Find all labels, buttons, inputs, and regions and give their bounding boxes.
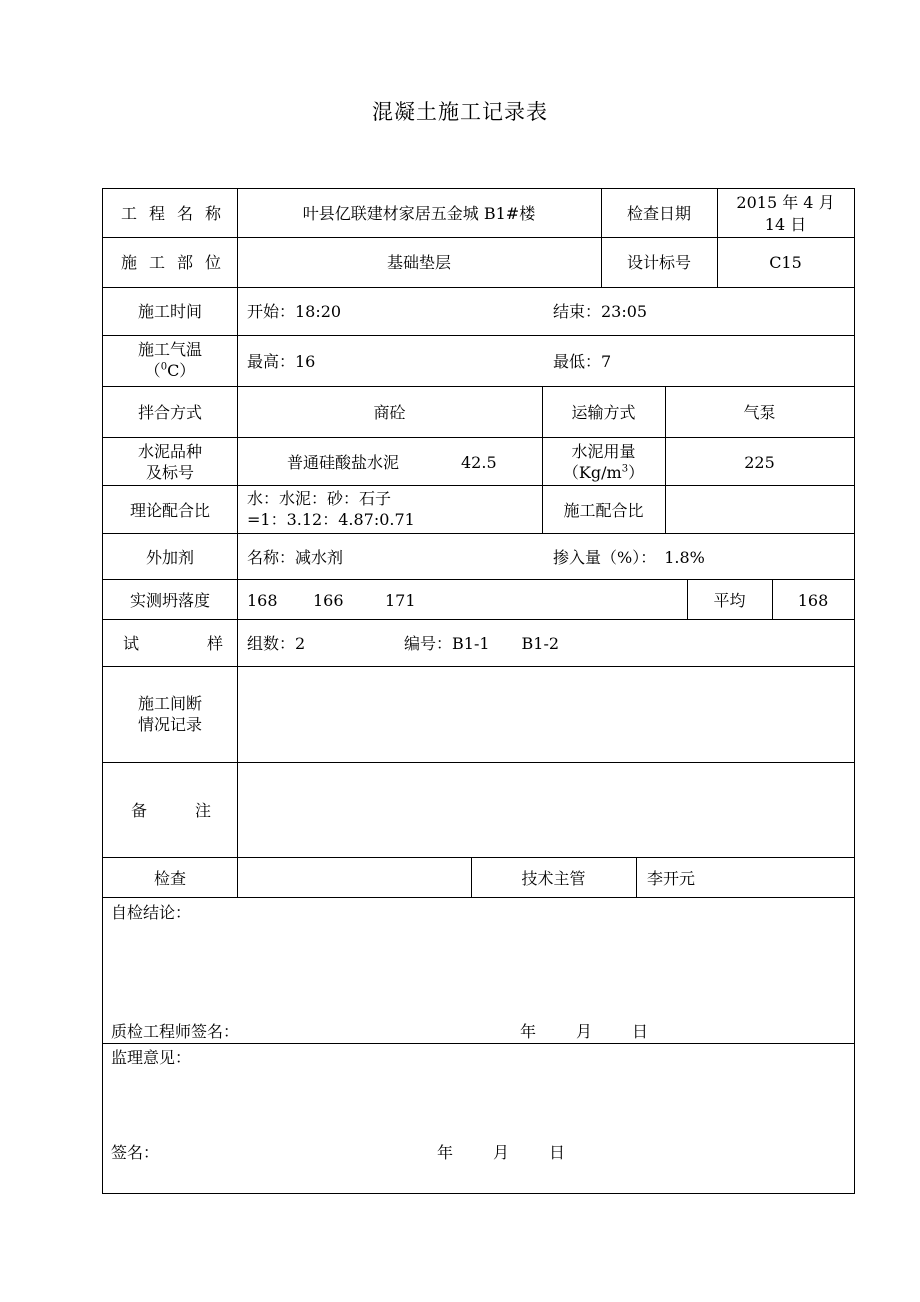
project-name-label: 工 程 名 称 (121, 204, 221, 223)
supervision-month: 月 (493, 1143, 510, 1162)
theory-ratio-label: 理论配合比 (129, 501, 210, 520)
temperature-high: 最高：16 (247, 352, 316, 371)
check-date-label: 检查日期 (626, 204, 691, 223)
theory-ratio-value-line1: 水：水泥：砂：石子 (247, 489, 392, 508)
check-date-value-line1: 2015 年 4 月 (736, 193, 835, 212)
interruption-label-line2: 情况记录 (137, 715, 202, 734)
remarks-label: 备 注 (131, 801, 211, 820)
supervision-label: 监理意见： (111, 1048, 192, 1067)
row-divider (103, 579, 854, 580)
col-divider (237, 189, 238, 897)
qc-signature-label: 质检工程师签名： (111, 1022, 240, 1041)
construction-part-value: 基础垫层 (386, 253, 451, 272)
cement-amount-label-line2: $(Kg/m^3)$ (562, 463, 645, 482)
row-divider (103, 386, 854, 387)
tech-supervisor-name: 李开元 (647, 869, 696, 888)
cement-amount-label-line1: 水泥用量 (571, 442, 636, 461)
design-grade-label: 设计标号 (626, 253, 691, 272)
slump-average-label: 平均 (713, 591, 746, 610)
mixing-method-label: 拌合方式 (137, 403, 202, 422)
construction-ratio-label: 施工配合比 (563, 501, 644, 520)
record-table (102, 188, 855, 1194)
temperature-low: 最低：7 (553, 352, 612, 371)
row-divider (103, 287, 854, 288)
check-date-value-line2: 14 日 (764, 215, 807, 234)
row-divider (103, 437, 854, 438)
qc-month: 月 (576, 1022, 593, 1041)
supervision-signature-label: 签名： (111, 1143, 160, 1162)
page-title: 混凝土施工记录表 (372, 100, 548, 124)
end-time: 结束：23:05 (553, 302, 648, 321)
construction-time-label: 施工时间 (137, 302, 202, 321)
qc-year: 年 (520, 1022, 537, 1041)
transport-method-label: 运输方式 (571, 403, 636, 422)
sample-label: 试 样 (123, 634, 223, 653)
cement-amount-value: 225 (744, 453, 775, 472)
construction-part-label: 施 工 部 位 (121, 253, 221, 272)
tech-supervisor-label: 技术主管 (521, 869, 586, 888)
slump-average-value: 168 (797, 591, 829, 610)
slump-value-3: 171 (385, 591, 416, 610)
row-divider (103, 335, 854, 336)
supervision-year: 年 (437, 1143, 454, 1162)
row-divider (103, 533, 854, 534)
mixing-method-value: 商砼 (373, 403, 406, 422)
col-divider (636, 857, 637, 897)
slump-value-1: 168 (247, 591, 278, 610)
admixture-amount: 掺入量（%）： 1.8% (553, 548, 705, 567)
row-divider (103, 485, 854, 486)
sample-numbers: 编号：B1-1 B1-2 (404, 634, 560, 653)
cement-grade-value: 42.5 (461, 453, 497, 472)
row-divider (103, 762, 854, 763)
row-divider (103, 619, 854, 620)
row-divider (103, 237, 854, 238)
design-grade-value: C15 (769, 253, 802, 272)
admixture-label: 外加剂 (145, 548, 194, 567)
theory-ratio-value-line2: =1：3.12：4.87:0.71 (247, 510, 415, 529)
temperature-label-line1: 施工气温 (137, 340, 202, 359)
interruption-label-line1: 施工间断 (137, 694, 202, 713)
temperature-label-line2: （$^0$C） (144, 361, 196, 380)
supervision-day: 日 (549, 1143, 566, 1162)
slump-label: 实测坍落度 (129, 591, 210, 610)
row-divider (103, 666, 854, 667)
sample-groups: 组数：2 (247, 634, 306, 653)
slump-value-2: 166 (313, 591, 344, 610)
inspection-label: 检查 (153, 869, 186, 888)
transport-method-value: 气泵 (743, 403, 776, 422)
cement-type-label-line1: 水泥品种 (137, 442, 202, 461)
project-name-value: 叶县亿联建材家居五金城 B1#楼 (302, 204, 536, 223)
self-check-label: 自检结论： (111, 903, 192, 922)
start-time: 开始：18:20 (247, 302, 342, 321)
row-divider (103, 1043, 854, 1044)
row-divider (103, 897, 854, 898)
admixture-name: 名称：减水剂 (247, 548, 344, 567)
cement-type-label-line2: 及标号 (145, 463, 194, 482)
qc-day: 日 (632, 1022, 649, 1041)
cement-type-value: 普通硅酸盐水泥 (287, 453, 400, 472)
row-divider (103, 857, 854, 858)
